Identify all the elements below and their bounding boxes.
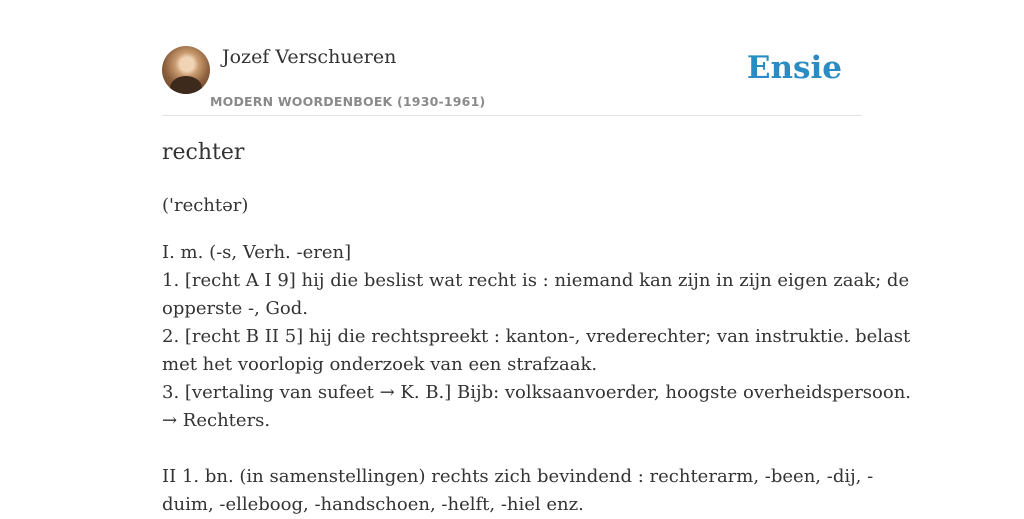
- source-label[interactable]: MODERN WOORDENBOEK (1930-1961): [210, 94, 486, 109]
- definition-line: duim, -elleboog, -handschoen, -helft, -hiel enz.: [162, 494, 584, 515]
- entry-title: rechter: [162, 140, 245, 165]
- entry-pronunciation: ('rechtər): [162, 195, 249, 216]
- brand-logo[interactable]: Ensie: [746, 50, 842, 86]
- definition-line: II 1. bn. (in samenstellingen) rechts zich bevindend : rechterarm, -been, -dij, -: [162, 466, 874, 487]
- paragraph-break: [162, 435, 872, 463]
- entry-definition: [162, 239, 912, 519]
- definition-line: opperste -, God.: [162, 298, 308, 319]
- header: [162, 40, 862, 116]
- author-avatar[interactable]: [162, 46, 210, 94]
- definition-line: 3. [vertaling van sufeet → K. B.] Bijb: volksaanvoerder, hoogste overheidspersoon.: [162, 382, 912, 403]
- definition-line: I. m. (-s, Verh. -eren]: [162, 242, 352, 263]
- author-name[interactable]: Jozef Verschueren: [222, 46, 397, 68]
- definition-line: met het voorlopig onderzoek van een strafzaak.: [162, 354, 598, 375]
- definition-line: 1. [recht A I 9] hij die beslist wat recht is : niemand kan zijn in zijn eigen zaak; de: [162, 270, 910, 291]
- definition-line: → Rechters.: [162, 410, 271, 431]
- definition-line: 2. [recht B II 5] hij die rechtspreekt : kanton-, vrederechter; van instruktie. belast: [162, 326, 911, 347]
